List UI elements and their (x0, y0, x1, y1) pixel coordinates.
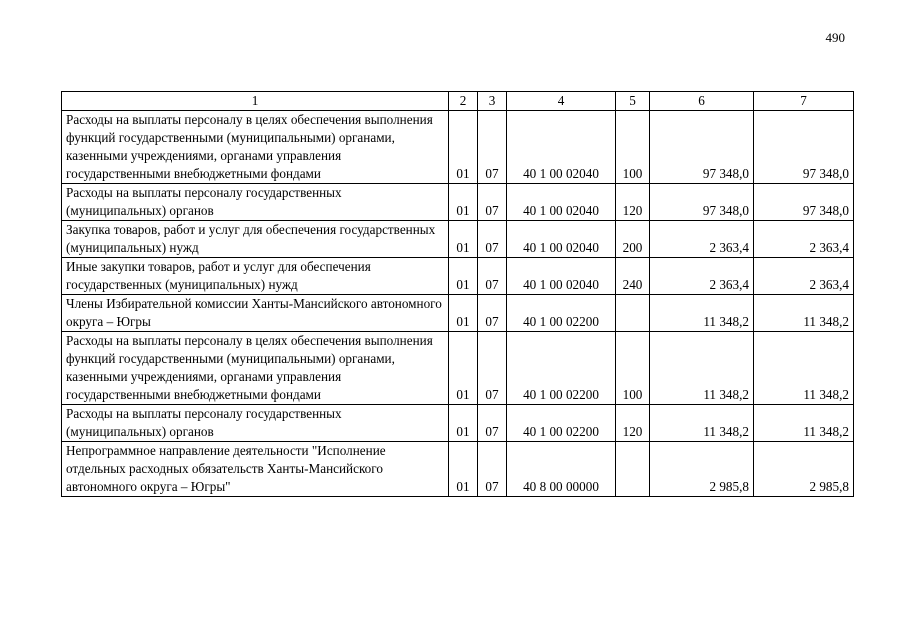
table-row (62, 295, 854, 332)
row-subsection: 07 (478, 442, 507, 497)
table-row (62, 332, 854, 405)
row-description: Расходы на выплаты персоналу государственных (муниципальных) органов (62, 405, 449, 442)
row-description: Члены Избирательной комиссии Ханты-Мансийского автономного округа – Югры (62, 295, 449, 332)
row-description: Расходы на выплаты персоналу государственных (муниципальных) органов (62, 184, 449, 221)
row-amount-a: 11 348,2 (650, 295, 754, 332)
column-header: 5 (616, 92, 650, 111)
row-description: Непрограммное направление деятельности "Исполнение отдельных расходных обязательств Ханты-Мансийского автономного округа – Югры" (62, 442, 449, 497)
row-subsection: 07 (478, 221, 507, 258)
row-subsection: 07 (478, 332, 507, 405)
row-expense-type: 120 (616, 184, 650, 221)
row-description: Расходы на выплаты персоналу в целях обеспечения выполнения функций государственными (муниципальными) органами, казенными учреждениями, органами управления государственными внебюджетными фондами (62, 332, 449, 405)
row-section: 01 (449, 332, 478, 405)
row-subsection: 07 (478, 258, 507, 295)
column-header: 4 (507, 92, 616, 111)
column-header: 3 (478, 92, 507, 111)
row-expense-type: 200 (616, 221, 650, 258)
row-amount-a: 97 348,0 (650, 111, 754, 184)
row-section: 01 (449, 184, 478, 221)
row-amount-b: 97 348,0 (754, 111, 854, 184)
page-number: 490 (825, 30, 845, 45)
row-expense-type (616, 295, 650, 332)
header-row (62, 92, 854, 111)
row-target-article: 40 1 00 02040 (507, 111, 616, 184)
row-expense-type: 100 (616, 332, 650, 405)
row-subsection: 07 (478, 184, 507, 221)
row-section: 01 (449, 295, 478, 332)
row-target-article: 40 8 00 00000 (507, 442, 616, 497)
row-amount-b: 11 348,2 (754, 332, 854, 405)
row-target-article: 40 1 00 02040 (507, 221, 616, 258)
column-header: 2 (449, 92, 478, 111)
row-expense-type: 240 (616, 258, 650, 295)
row-subsection: 07 (478, 111, 507, 184)
row-amount-a: 2 363,4 (650, 258, 754, 295)
row-target-article: 40 1 00 02200 (507, 332, 616, 405)
table-row (62, 221, 854, 258)
row-amount-b: 97 348,0 (754, 184, 854, 221)
column-header: 1 (62, 92, 449, 111)
row-subsection: 07 (478, 405, 507, 442)
row-target-article: 40 1 00 02200 (507, 405, 616, 442)
row-expense-type (616, 442, 650, 497)
row-amount-a: 11 348,2 (650, 332, 754, 405)
row-target-article: 40 1 00 02040 (507, 258, 616, 295)
row-section: 01 (449, 221, 478, 258)
row-amount-b: 11 348,2 (754, 295, 854, 332)
row-subsection: 07 (478, 295, 507, 332)
table-row (62, 258, 854, 295)
row-amount-a: 2 985,8 (650, 442, 754, 497)
row-amount-b: 2 363,4 (754, 221, 854, 258)
row-amount-b: 2 363,4 (754, 258, 854, 295)
row-expense-type: 100 (616, 111, 650, 184)
table-row (62, 405, 854, 442)
table-row (62, 184, 854, 221)
row-amount-a: 11 348,2 (650, 405, 754, 442)
column-header: 6 (650, 92, 754, 111)
row-section: 01 (449, 442, 478, 497)
row-description: Иные закупки товаров, работ и услуг для обеспечения государственных (муниципальных) нужд (62, 258, 449, 295)
row-target-article: 40 1 00 02200 (507, 295, 616, 332)
row-section: 01 (449, 405, 478, 442)
row-section: 01 (449, 111, 478, 184)
column-header: 7 (754, 92, 854, 111)
row-amount-a: 2 363,4 (650, 221, 754, 258)
row-expense-type: 120 (616, 405, 650, 442)
table-row (62, 442, 854, 497)
row-description: Расходы на выплаты персоналу в целях обеспечения выполнения функций государственными (муниципальными) органами, казенными учреждениями, органами управления государственными внебюджетными фондами (62, 111, 449, 184)
budget-table (61, 91, 854, 497)
row-description: Закупка товаров, работ и услуг для обеспечения государственных (муниципальных) нужд (62, 221, 449, 258)
table-row (62, 111, 854, 184)
row-section: 01 (449, 258, 478, 295)
row-amount-a: 97 348,0 (650, 184, 754, 221)
row-amount-b: 11 348,2 (754, 405, 854, 442)
row-amount-b: 2 985,8 (754, 442, 854, 497)
row-target-article: 40 1 00 02040 (507, 184, 616, 221)
